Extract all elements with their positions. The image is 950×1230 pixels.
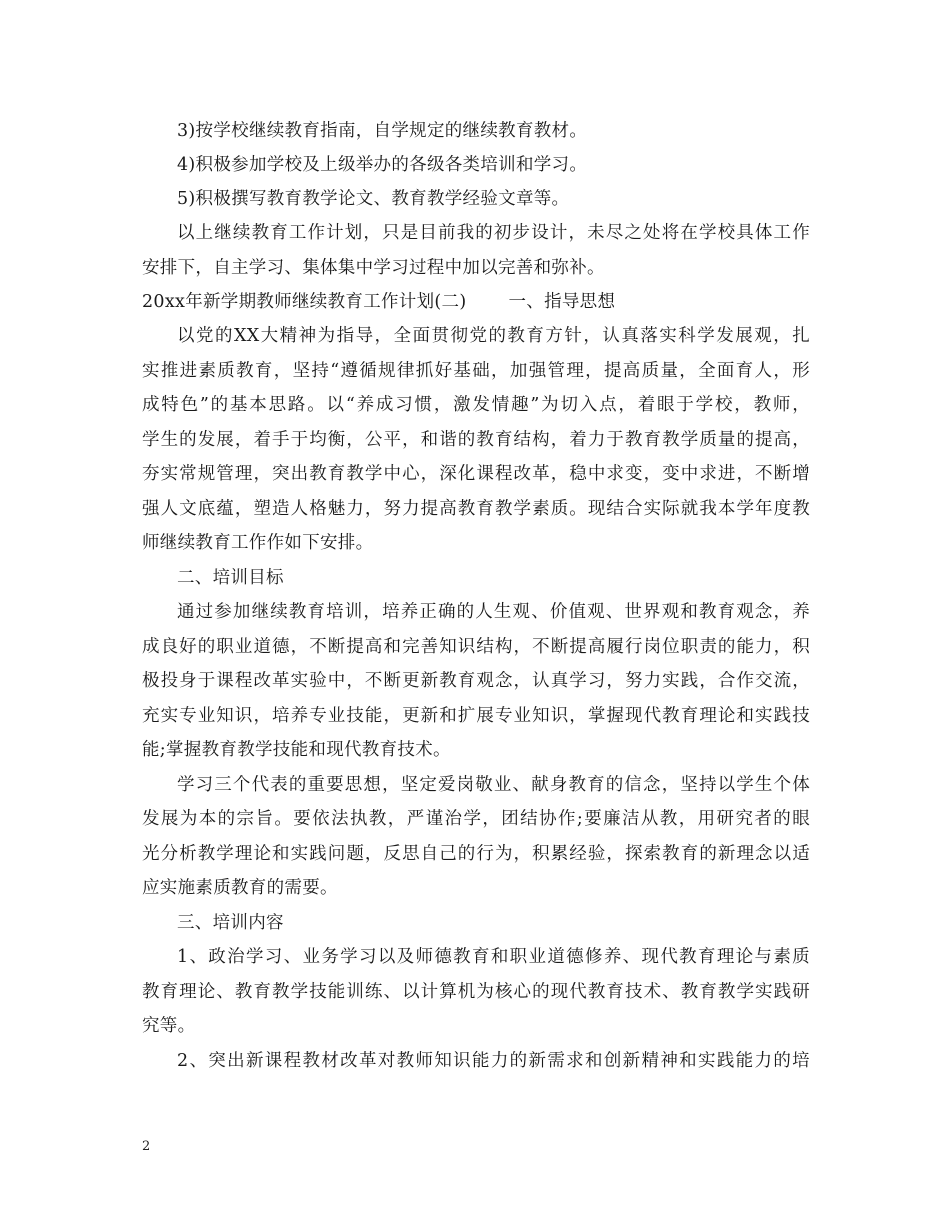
paragraph-line: 学习三个代表的重要思想，坚定爱岗敬业、献身教育的信念，坚持以学生个体: [177, 775, 810, 795]
paragraph-line: 光分析教学理论和实践问题，反思自己的行为，积累经验，探索教育的新理念以适: [142, 844, 810, 864]
paragraph-line: 强人文底蕴，塑造人格魅力，努力提高教育教学素质。现结合实际就我本学年度教: [142, 499, 810, 519]
paragraph-line: 通过参加继续教育培训，培养正确的人生观、价值观、世界观和教育观念，养: [177, 602, 810, 622]
paragraph-line: 安排下，自主学习、集体集中学习过程中加以完善和弥补。: [142, 258, 605, 278]
paragraph-line: 1、政治学习、业务学习以及师德教育和职业道德修养、现代教育理论与素质: [177, 947, 810, 967]
paragraph-line: 究等。: [142, 1016, 196, 1036]
title-line: [142, 292, 615, 312]
paragraph-line: 教育理论、教育教学技能训练、以计算机为核心的现代教育技术、教育教学实践研: [142, 982, 810, 1002]
paragraph-line: 发展为本的宗旨。要依法执教，严谨治学，团结协作;要廉洁从教，用研究者的眼: [142, 809, 810, 829]
paragraph-line: 学生的发展，着手于均衡，公平，和谐的教育结构，着力于教育教学质量的提高，: [142, 430, 810, 450]
list-item: 5)积极撰写教育教学论文、教育教学经验文章等。: [177, 189, 570, 209]
paragraph-line: 2、突出新课程教材改革对教师知识能力的新需求和创新精神和实践能力的培: [177, 1051, 810, 1071]
paragraph-line: 充实专业知识，培养专业技能，更新和扩展专业知识，掌握现代教育理论和实践技: [142, 706, 810, 726]
paragraph-line: 夯实常规管理，突出教育教学中心，深化课程改革，稳中求变，变中求进，不断增: [142, 464, 810, 484]
paragraph-line: 极投身于课程改革实验中，不断更新教育观念，认真学习，努力实践，合作交流，: [142, 671, 810, 691]
paragraph-line: 以上继续教育工作计划，只是目前我的初步设计，未尽之处将在学校具体工作: [177, 223, 810, 243]
paragraph-line: 师继续教育工作作如下安排。: [142, 533, 374, 553]
paragraph-line: 以党的XX大精神为指导，全面贯彻党的教育方针，认真落实科学发展观，扎: [177, 326, 810, 346]
paragraph-line: 能;掌握教育教学技能和现代教育技术。: [142, 740, 451, 760]
list-item: 4)积极参加学校及上级举办的各级各类培训和学习。: [177, 155, 588, 175]
list-item: 3)按学校继续教育指南，自学规定的继续教育教材。: [177, 121, 588, 141]
page-number: 2: [142, 1139, 151, 1154]
paragraph-line: 实推进素质教育，坚持“遵循规律抓好基础，加强管理，提高质量，全面育人，形: [142, 361, 810, 381]
section-heading: 二、培训目标: [177, 568, 284, 588]
paragraph-line: 应实施素质教育的需要。: [142, 878, 338, 898]
paragraph-line: 成特色”的基本思路。以“养成习惯，激发情趣”为切入点，着眼于学校，教师，: [142, 395, 810, 415]
paragraph-line: 成良好的职业道德，不断提高和完善知识结构，不断提高履行岗位职责的能力，积: [142, 637, 810, 657]
section-heading: 三、培训内容: [177, 913, 284, 933]
document-title: 20xx年新学期教师继续教育工作计划(二): [142, 292, 467, 312]
section-heading: 一、指导思想: [508, 292, 616, 312]
